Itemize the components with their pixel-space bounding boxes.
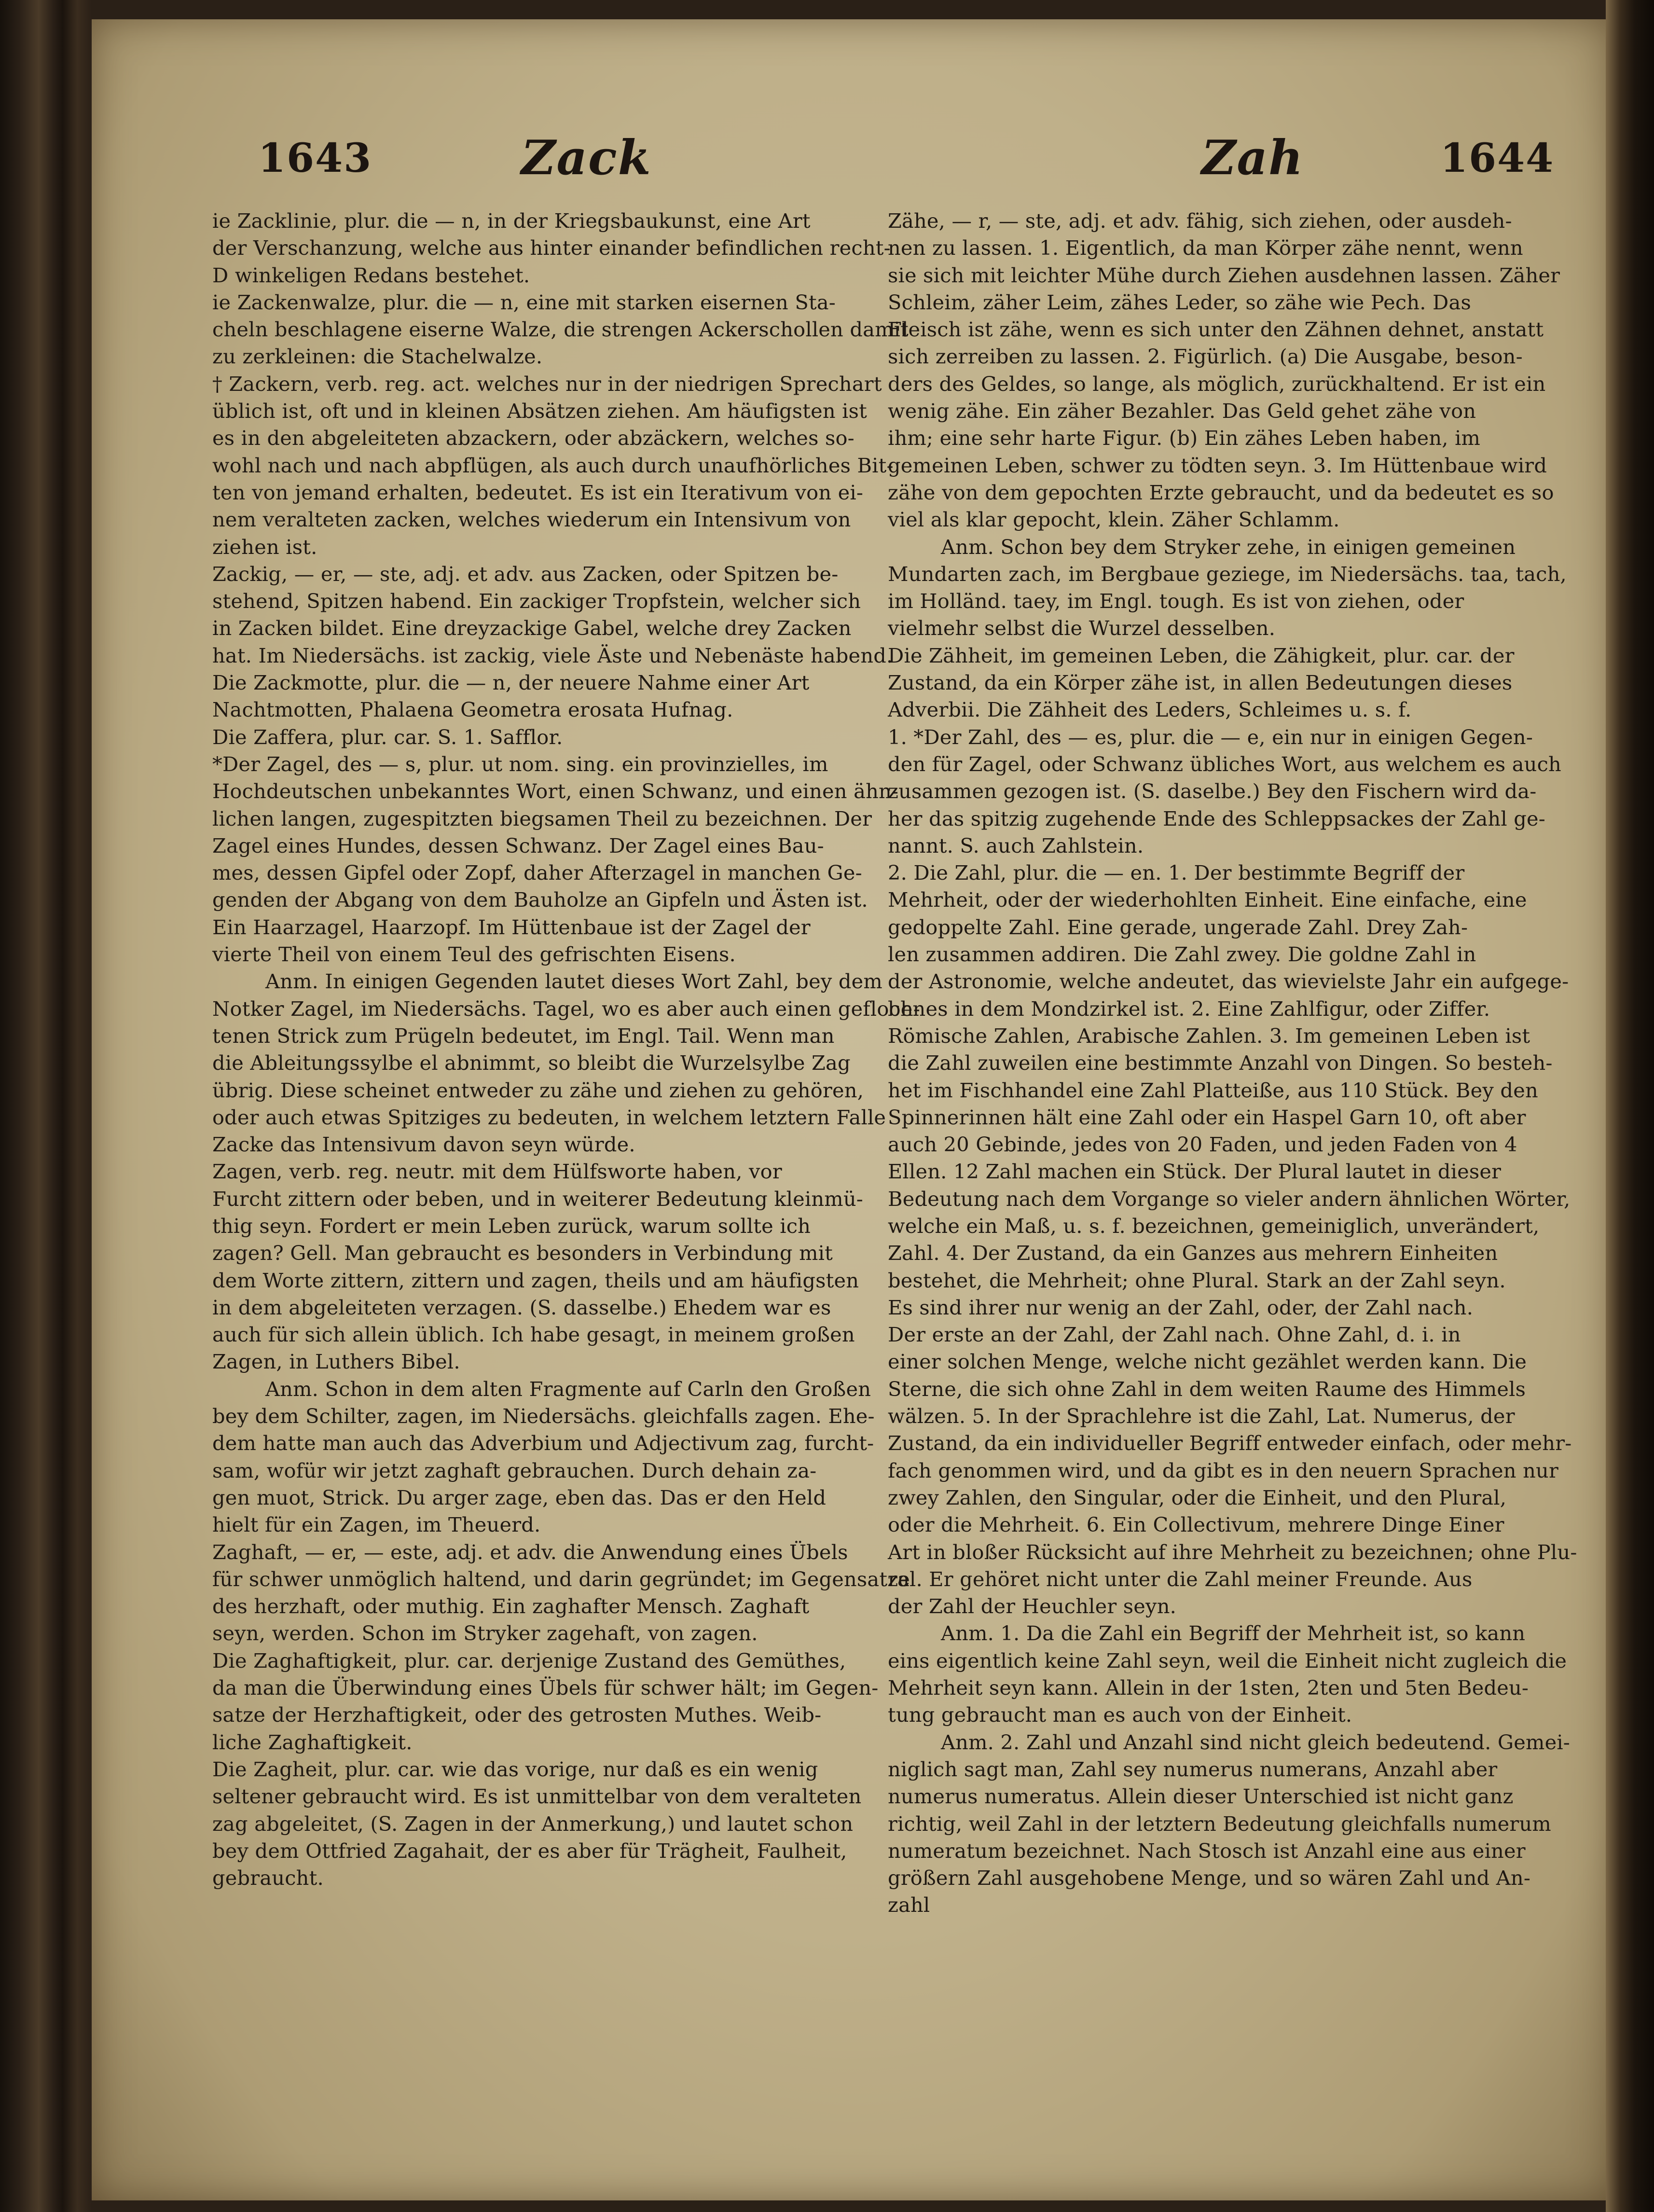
book-spine-edge — [1606, 0, 1654, 2212]
text-line: wohl nach und nach abpflügen, als auch durch unaufhörliches Bit- — [212, 453, 894, 477]
text-line: bey dem Schilter, zagen, im Niedersächs. gleichfalls zagen. Ehe- — [212, 1404, 875, 1428]
text-line: ihm; eine sehr harte Figur. (b) Ein zähes Leben haben, im — [888, 426, 1481, 450]
text-line: seltener gebraucht wird. Es ist unmittelbar von dem veralteten — [212, 1784, 862, 1809]
text-line: seyn, werden. Schon im Stryker zagehaft, von zagen. — [212, 1621, 758, 1645]
text-line: übrig. Diese scheinet entweder zu zähe und ziehen zu gehören, — [212, 1078, 864, 1102]
text-line: der Astronomie, welche andeutet, das wievielste Jahr ein aufgege- — [888, 969, 1569, 994]
text-line: im Holländ. taey, im Engl. tough. Es ist von ziehen, oder — [888, 589, 1464, 613]
text-line: der Zahl der Heuchler seyn. — [888, 1594, 1177, 1618]
text-line: ral. Er gehöret nicht unter die Zahl meiner Freunde. Aus — [888, 1567, 1473, 1591]
text-line: D winkeligen Redans bestehet. — [212, 263, 530, 287]
text-line: wenig zähe. Ein zäher Bezahler. Das Geld gehet zähe von — [888, 399, 1476, 423]
text-line: Fleisch ist zähe, wenn es sich unter den Zähnen dehnet, anstatt — [888, 318, 1544, 342]
text-line: in dem abgeleiteten verzagen. (S. dasselbe.) Ehedem war es — [212, 1295, 831, 1319]
text-line: ders des Geldes, so lange, als möglich, zurückhaltend. Er ist ein — [888, 372, 1546, 396]
text-line: satze der Herzhaftigkeit, oder des getrosten Muthes. Weib- — [212, 1703, 822, 1727]
text-line: den für Zagel, oder Schwanz übliches Wort, aus welchem es auch — [888, 752, 1561, 776]
text-line: numeratum bezeichnet. Nach Stosch ist Anzahl eine aus einer — [888, 1839, 1526, 1863]
text-line: größern Zahl ausgehobene Menge, und so wären Zahl und An- — [888, 1866, 1531, 1890]
text-line: Mehrheit, oder der wiederhohlten Einheit. Eine einfache, eine — [888, 888, 1527, 912]
text-line: Furcht zittern oder beben, und in weiterer Bedeutung kleinmü- — [212, 1187, 864, 1211]
text-line: zähe von dem gepochten Erzte gebraucht, und da bedeutet es so — [888, 480, 1554, 504]
text-line: zag abgeleitet, (S. Zagen in der Anmerkung,) und lautet schon — [212, 1811, 854, 1836]
text-line: Sterne, die sich ohne Zahl in dem weiten Raume des Himmels — [888, 1377, 1526, 1401]
text-line: Adverbii. Die Zähheit des Leders, Schleimes u. s. f. — [888, 698, 1412, 722]
text-line: Schleim, zäher Leim, zähes Leder, so zähe wie Pech. Das — [888, 290, 1471, 314]
right-column — [888, 207, 1577, 1919]
text-line: Art in bloßer Rücksicht auf ihre Mehrheit zu bezeichnen; ohne Plu- — [888, 1540, 1577, 1564]
text-line: eins eigentlich keine Zahl seyn, weil die Einheit nicht zugleich die — [888, 1648, 1567, 1673]
text-line: gen muot, Strick. Du arger zage, eben das. Das er den Held — [212, 1485, 827, 1509]
text-line: zu zerkleinen: die Stachelwalze. — [212, 345, 543, 369]
text-line: vielmehr selbst die Wurzel desselben. — [888, 616, 1276, 640]
text-line: nem veralteten zacken, welches wiederum ein Intensivum von — [212, 508, 851, 532]
left-page-number: 1643 — [258, 135, 372, 181]
text-line: für schwer unmöglich haltend, und darin gegründet; im Gegensatze — [212, 1567, 910, 1591]
text-line: benes in dem Mondzirkel ist. 2. Eine Zahlfigur, oder Ziffer. — [888, 996, 1490, 1021]
text-line: Spinnerinnen hält eine Zahl oder ein Haspel Garn 10, oft aber — [888, 1105, 1526, 1129]
text-line: gedoppelte Zahl. Eine gerade, ungerade Zahl. Drey Zah- — [888, 915, 1468, 939]
text-line: Zacke das Intensivum davon seyn würde. — [212, 1133, 635, 1157]
text-line: da man die Überwindung eines Übels für schwer hält; im Gegen- — [212, 1676, 879, 1700]
text-line: sie sich mit leichter Mühe durch Ziehen ausdehnen lassen. Zäher — [888, 263, 1560, 287]
text-line: ten von jemand erhalten, bedeutet. Es ist ein Iterativum von ei- — [212, 480, 864, 504]
text-line: richtig, weil Zahl in der letztern Bedeutung gleichfalls numerum — [888, 1811, 1551, 1836]
text-line: Mehrheit seyn kann. Allein in der 1sten, 2ten und 5ten Bedeu- — [888, 1676, 1529, 1700]
text-line: genden der Abgang von dem Bauholze an Gipfeln und Ästen ist. — [212, 888, 868, 912]
text-line: Zagen, in Luthers Bibel. — [212, 1350, 460, 1374]
text-line: wälzen. 5. In der Sprachlehre ist die Zahl, Lat. Numerus, der — [888, 1404, 1515, 1428]
text-line: Nachtmotten, Phalaena Geometra erosata Hufnag. — [212, 698, 733, 722]
text-line: Zagel eines Hundes, dessen Schwanz. Der Zagel eines Bau- — [212, 833, 824, 857]
text-line: Die Zaghaftigkeit, plur. car. derjenige Zustand des Gemüthes, — [212, 1648, 846, 1673]
text-line: thig seyn. Fordert er mein Leben zurück, warum sollte ich — [212, 1214, 811, 1238]
text-line: gemeinen Leben, schwer zu tödten seyn. 3. Im Hüttenbaue wird — [888, 453, 1547, 477]
right-guide-word: Zah — [1201, 130, 1304, 186]
text-line: Ein Haarzagel, Haarzopf. Im Hüttenbaue ist der Zagel der — [212, 915, 811, 939]
text-line: Zagen, verb. reg. neutr. mit dem Hülfsworte haben, vor — [212, 1160, 782, 1184]
text-line: oder auch etwas Spitziges zu bedeuten, in welchem letztern Falle — [212, 1105, 886, 1129]
text-line: auch 20 Gebinde, jedes von 20 Faden, und jeden Faden von 4 — [888, 1133, 1517, 1157]
text-line: bey dem Ottfried Zagahait, der es aber für Trägheit, Faulheit, — [212, 1839, 847, 1863]
text-line: niglich sagt man, Zahl sey numerus numerans, Anzahl aber — [888, 1757, 1498, 1781]
text-line: üblich ist, oft und in kleinen Absätzen ziehen. Am häufigsten ist — [212, 399, 868, 423]
text-line: her das spitzig zugehende Ende des Schleppsackes der Zahl ge- — [888, 806, 1545, 830]
text-line: lichen langen, zugespitzten biegsamen Theil zu bezeichnen. Der — [212, 806, 872, 830]
text-line: nen zu lassen. 1. Eigentlich, da man Körper zähe nennt, wenn — [888, 236, 1523, 260]
text-line: Römische Zahlen, Arabische Zahlen. 3. Im gemeinen Leben ist — [888, 1023, 1530, 1048]
text-line: 2. Die Zahl, plur. die — en. 1. Der bestimmte Begriff der — [888, 861, 1465, 885]
page-header — [92, 125, 1612, 203]
text-line: die Ableitungssylbe el abnimmt, so bleibt die Wurzelsylbe Zag — [212, 1051, 851, 1075]
text-line: der Verschanzung, welche aus hinter einander befindlichen recht- — [212, 236, 891, 260]
text-line: tenen Strick zum Prügeln bedeutet, im Engl. Tail. Wenn man — [212, 1023, 835, 1048]
text-line: Zackig, — er, — ste, adj. et adv. aus Zacken, oder Spitzen be- — [212, 562, 839, 586]
text-line: Die Zähheit, im gemeinen Leben, die Zähigkeit, plur. car. der — [888, 643, 1515, 667]
text-line: auch für sich allein üblich. Ich habe gesagt, in meinem großen — [212, 1323, 855, 1347]
text-line: len zusammen addiren. Die Zahl zwey. Die goldne Zahl in — [888, 942, 1476, 967]
text-line: Anm. Schon bey dem Stryker zehe, in einigen gemeinen — [941, 535, 1516, 559]
text-line: welche ein Maß, u. s. f. bezeichnen, gemeiniglich, unverändert, — [888, 1214, 1540, 1238]
text-line: nannt. S. auch Zahlstein. — [888, 833, 1144, 857]
left-column — [212, 207, 921, 1892]
text-line: ziehen ist. — [212, 535, 317, 559]
text-line: bestehet, die Mehrheit; ohne Plural. Stark an der Zahl seyn. — [888, 1268, 1506, 1292]
text-line: numerus numeratus. Allein dieser Unterschied ist nicht ganz — [888, 1784, 1514, 1809]
text-line: ie Zackenwalze, plur. die — n, eine mit starken eisernen Sta- — [212, 290, 836, 314]
text-line: Zahl. 4. Der Zustand, da ein Ganzes aus mehrern Einheiten — [888, 1241, 1498, 1265]
text-line: Anm. In einigen Gegenden lautet dieses Wort Zahl, bey dem — [265, 969, 882, 994]
text-line: Mundarten zach, im Bergbaue geziege, im Niedersächs. taa, tach, — [888, 562, 1567, 586]
text-line: zagen? Gell. Man gebraucht es besonders in Verbindung mit — [212, 1241, 833, 1265]
text-line: Bedeutung nach dem Vorgange so vieler andern ähnlichen Wörter, — [888, 1187, 1571, 1211]
text-line: stehend, Spitzen habend. Ein zackiger Tropfstein, welcher sich — [212, 589, 861, 613]
text-line: Anm. 1. Da die Zahl ein Begriff der Mehrheit ist, so kann — [941, 1621, 1526, 1645]
text-line: cheln beschlagene eiserne Walze, die strengen Ackerschollen damit — [212, 318, 909, 342]
text-line: zusammen gezogen ist. (S. daselbe.) Bey den Fischern wird da- — [888, 779, 1537, 803]
text-line: tung gebraucht man es auch von der Einheit. — [888, 1703, 1352, 1727]
text-line: Zustand, da ein individueller Begriff entweder einfach, oder mehr- — [888, 1431, 1572, 1455]
text-line: Hochdeutschen unbekanntes Wort, einen Schwanz, und einen ähn- — [212, 779, 899, 803]
text-line: Die Zaffera, plur. car. S. 1. Safflor. — [212, 725, 563, 749]
text-line: dem Worte zittern, zittern und zagen, theils und am häufigsten — [212, 1268, 859, 1292]
text-line: gebraucht. — [212, 1866, 324, 1890]
text-line: het im Fischhandel eine Zahl Platteiße, aus 110 Stück. Bey den — [888, 1078, 1538, 1102]
text-line: 1. *Der Zahl, des — es, plur. die — e, ein nur in einigen Gegen- — [888, 725, 1533, 749]
text-line: Anm. 2. Zahl und Anzahl sind nicht gleich bedeutend. Gemei- — [941, 1730, 1571, 1754]
text-line: † Zackern, verb. reg. act. welches nur in der niedrigen Sprechart — [212, 372, 882, 396]
text-line: zahl — [888, 1893, 930, 1917]
text-line: es in den abgeleiteten abzackern, oder abzäckern, welches so- — [212, 426, 855, 450]
left-guide-word: Zack — [521, 130, 652, 186]
text-line: Die Zagheit, plur. car. wie das vorige, nur daß es ein wenig — [212, 1757, 818, 1781]
text-line: Zähe, — r, — ste, adj. et adv. fähig, sich ziehen, oder ausdeh- — [888, 209, 1512, 233]
text-line: *Der Zagel, des — s, plur. ut nom. sing. ein provinzielles, im — [212, 752, 828, 776]
text-line: sich zerreiben zu lassen. 2. Figürlich. (a) Die Ausgabe, beson- — [888, 345, 1523, 369]
text-line: Ellen. 12 Zahl machen ein Stück. Der Plural lautet in dieser — [888, 1160, 1502, 1184]
text-line: liche Zaghaftigkeit. — [212, 1730, 413, 1754]
text-line: hielt für ein Zagen, im Theuerd. — [212, 1513, 541, 1537]
text-line: hat. Im Niedersächs. ist zackig, viele Äste und Nebenäste habend. — [212, 643, 893, 667]
text-line: mes, dessen Gipfel oder Zopf, daher Afterzagel in manchen Ge- — [212, 861, 862, 885]
text-line: viel als klar gepocht, klein. Zäher Schlamm. — [888, 508, 1340, 532]
text-line: fach genommen wird, und da gibt es in den neuern Sprachen nur — [888, 1458, 1558, 1482]
text-line: die Zahl zuweilen eine bestimmte Anzahl von Dingen. So besteh- — [888, 1051, 1553, 1075]
text-line: des herzhaft, oder muthig. Ein zaghafter Mensch. Zaghaft — [212, 1594, 810, 1618]
text-line: sam, wofür wir jetzt zaghaft gebrauchen. Durch dehain za- — [212, 1458, 817, 1482]
text-line: Es sind ihrer nur wenig an der Zahl, oder, der Zahl nach. — [888, 1295, 1474, 1319]
text-line: vierte Theil von einem Teul des gefrischten Eisens. — [212, 942, 736, 967]
text-line: einer solchen Menge, welche nicht gezählet werden kann. Die — [888, 1350, 1527, 1374]
text-line: zwey Zahlen, den Singular, oder die Einheit, und den Plural, — [888, 1485, 1507, 1509]
text-line: dem hatte man auch das Adverbium und Adjectivum zag, furcht- — [212, 1431, 874, 1455]
text-line: Der erste an der Zahl, der Zahl nach. Ohne Zahl, d. i. in — [888, 1323, 1461, 1347]
text-line: Zaghaft, — er, — este, adj. et adv. die Anwendung eines Übels — [212, 1540, 848, 1564]
text-line: ie Zacklinie, plur. die — n, in der Kriegsbaukunst, eine Art — [212, 209, 811, 233]
text-line: Zustand, da ein Körper zähe ist, in allen Bedeutungen dieses — [888, 671, 1513, 695]
book-page — [92, 19, 1612, 2200]
text-line: oder die Mehrheit. 6. Ein Collectivum, mehrere Dinge Einer — [888, 1513, 1504, 1537]
text-line: Anm. Schon in dem alten Fragmente auf Carln den Großen — [265, 1377, 871, 1401]
text-line: in Zacken bildet. Eine dreyzackige Gabel, welche drey Zacken — [212, 616, 852, 640]
text-line: Die Zackmotte, plur. die — n, der neuere Nahme einer Art — [212, 671, 810, 695]
right-page-number: 1644 — [1440, 135, 1555, 181]
text-line: Notker Zagel, im Niedersächs. Tagel, wo es aber auch einen gefloch- — [212, 996, 921, 1021]
